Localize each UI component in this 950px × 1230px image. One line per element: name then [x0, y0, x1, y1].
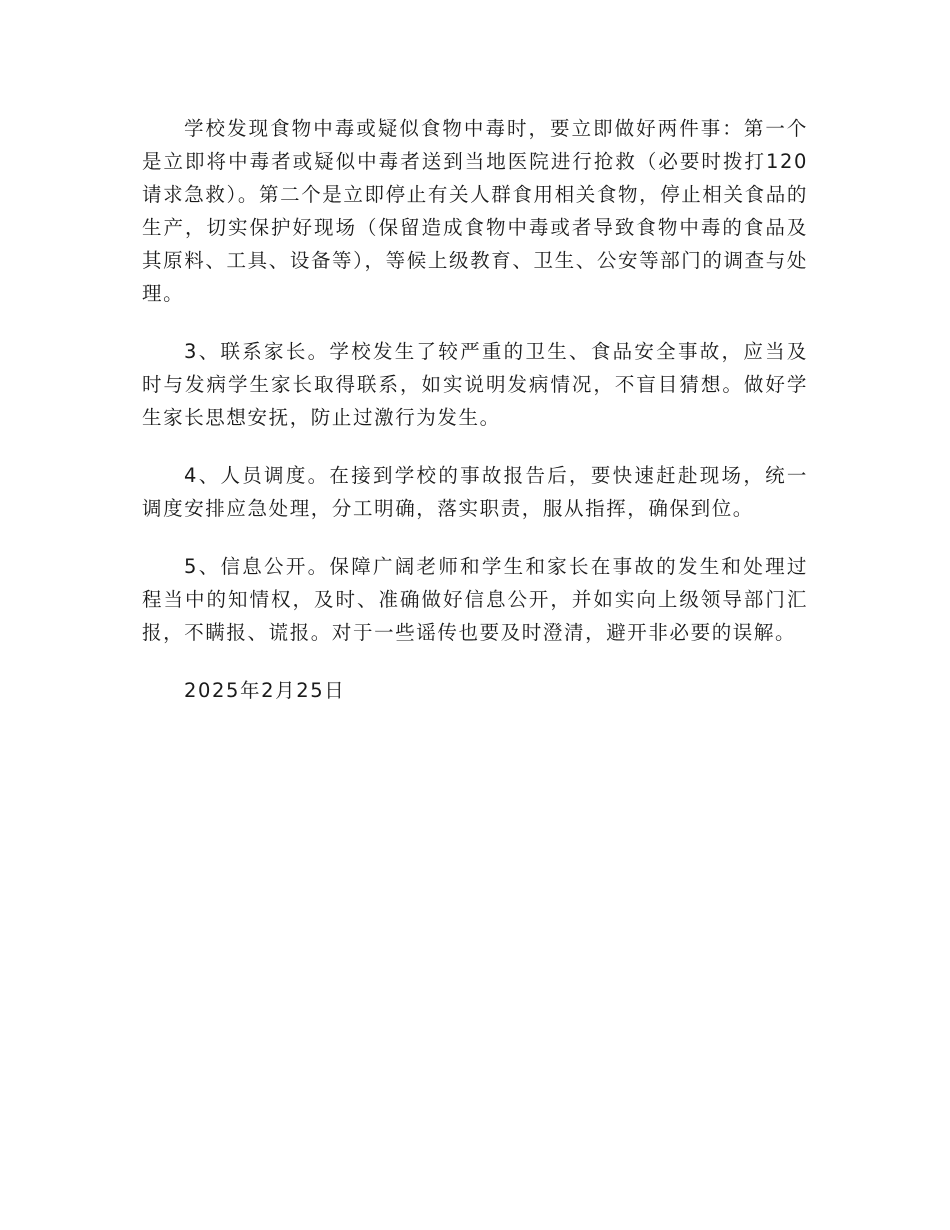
paragraph-staff-dispatch: 4、人员调度。在接到学校的事故报告后，要快速赶赴现场，统一调度安排应急处理，分工明确，落实职责，服从指挥，确保到位。 — [142, 464, 808, 520]
document-date: 2025年2月25日 — [184, 679, 346, 702]
paragraph-contact-parents: 3、联系家长。学校发生了较严重的卫生、食品安全事故，应当及时与发病学生家长取得联系，如实说明发病情况，不盲目猜想。做好学生家长思想安抚，防止过激行为发生。 — [142, 340, 808, 429]
paragraph-food-poisoning-response: 学校发现食物中毒或疑似食物中毒时，要立即做好两件事：第一个是立即将中毒者或疑似中毒者送到当地医院进行抢救（必要时拨打120请求急救）。第二个是立即停止有关人群食用相关食物，停止相关食品的生产，切实保护好现场（保留造成食物中毒或者导致食物中毒的食品及其原料、工具、设备等），等候上级教育、卫生、公安等部门的调查与处理。 — [142, 117, 808, 305]
paragraph-information-disclosure: 5、信息公开。保障广阔老师和学生和家长在事故的发生和处理过程当中的知情权，及时、准确做好信息公开，并如实向上级领导部门汇报，不瞒报、谎报。对于一些谣传也要及时澄清，避开非必要的误解。 — [142, 555, 808, 644]
document-body — [142, 112, 808, 707]
